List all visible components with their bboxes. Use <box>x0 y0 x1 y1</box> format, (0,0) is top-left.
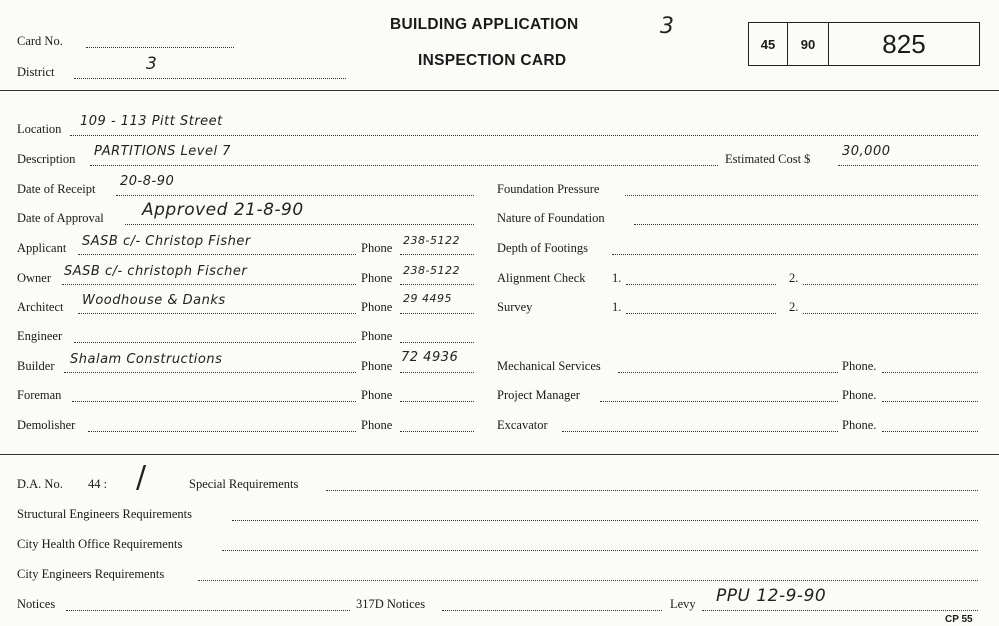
levy-label: Levy <box>670 597 696 611</box>
city-engineers-label: City Engineers Requirements <box>17 567 165 581</box>
depth-of-footings-field[interactable] <box>612 254 978 255</box>
city-health-label: City Health Office Requirements <box>17 537 183 551</box>
code-cell-2: 90 <box>788 23 829 65</box>
engineer-label: Engineer <box>17 329 63 343</box>
engineer-phone-label: Phone <box>361 329 393 343</box>
applicant-phone-value: 238-5122 <box>403 234 460 247</box>
da-mark: / <box>136 460 147 495</box>
special-requirements-label: Special Requirements <box>189 477 299 491</box>
notices-317d-field[interactable] <box>442 610 662 611</box>
foreman-phone-label: Phone <box>361 388 393 402</box>
receipt-field[interactable] <box>116 195 474 196</box>
engineer-phone-field[interactable] <box>400 342 474 343</box>
architect-field[interactable] <box>78 313 356 314</box>
project-manager-phone-field[interactable] <box>882 401 978 402</box>
alignment-check-num-1: 1. <box>612 271 622 285</box>
demolisher-field[interactable] <box>88 431 356 432</box>
builder-phone-field[interactable] <box>400 372 474 373</box>
notices-317d-label: 317D Notices <box>356 597 426 611</box>
code-number: 825 <box>882 28 926 59</box>
notices-label: Notices <box>17 597 56 611</box>
owner-phone-label: Phone <box>361 271 393 285</box>
foreman-label: Foreman <box>17 388 62 402</box>
mechanical-services-label: Mechanical Services <box>497 359 601 373</box>
title-line-2: INSPECTION CARD <box>418 52 567 69</box>
owner-value: SASB c/- christoph Fischer <box>64 264 248 279</box>
survey-field-1[interactable] <box>626 313 776 314</box>
section-divider <box>0 454 999 455</box>
notices-field[interactable] <box>66 610 350 611</box>
estimated-cost-field[interactable] <box>838 165 978 166</box>
form-code: CP 55 <box>945 614 973 625</box>
survey-num-1: 1. <box>612 300 622 314</box>
city-health-field[interactable] <box>222 550 978 551</box>
foreman-field[interactable] <box>72 401 356 402</box>
builder-phone-value: 72 4936 <box>401 350 459 365</box>
builder-label: Builder <box>17 359 55 373</box>
location-label: Location <box>17 122 62 136</box>
receipt-value: 20-8-90 <box>120 174 175 189</box>
card-no-field[interactable] <box>86 47 234 48</box>
foreman-phone-field[interactable] <box>400 401 474 402</box>
structural-engineers-label: Structural Engineers Requirements <box>17 507 192 521</box>
architect-value: Woodhouse & Danks <box>82 293 226 308</box>
description-label: Description <box>17 152 76 166</box>
foundation-pressure-label: Foundation Pressure <box>497 182 600 196</box>
da-number: 44 : <box>88 477 108 491</box>
description-field[interactable] <box>90 165 718 166</box>
district-value: 3 <box>146 54 158 74</box>
architect-label: Architect <box>17 300 64 314</box>
demolisher-phone-field[interactable] <box>400 431 474 432</box>
applicant-phone-field[interactable] <box>400 254 474 255</box>
applicant-phone-label: Phone <box>361 241 393 255</box>
location-value: 109 - 113 Pitt Street <box>80 114 223 129</box>
project-manager-phone-label: Phone. <box>842 388 877 402</box>
special-requirements-field[interactable] <box>326 490 978 491</box>
engineer-field[interactable] <box>74 342 356 343</box>
card-no-label: Card No. <box>17 34 63 48</box>
approval-label: Date of Approval <box>17 211 104 225</box>
district-label: District <box>17 65 55 79</box>
description-value: PARTITIONS Level 7 <box>94 144 231 159</box>
architect-phone-label: Phone <box>361 300 393 314</box>
demolisher-phone-label: Phone <box>361 418 393 432</box>
mechanical-services-field[interactable] <box>618 372 838 373</box>
builder-phone-label: Phone <box>361 359 393 373</box>
owner-phone-field[interactable] <box>400 284 474 285</box>
excavator-label: Excavator <box>497 418 548 432</box>
depth-of-footings-label: Depth of Footings <box>497 241 588 255</box>
alignment-check-field-1[interactable] <box>626 284 776 285</box>
receipt-label: Date of Receipt <box>17 182 96 196</box>
city-engineers-field[interactable] <box>198 580 978 581</box>
applicant-value: SASB c/- Christop Fisher <box>82 234 251 249</box>
architect-phone-field[interactable] <box>400 313 474 314</box>
survey-field-2[interactable] <box>803 313 978 314</box>
district-field[interactable] <box>74 78 346 79</box>
alignment-check-field-2[interactable] <box>803 284 978 285</box>
title-line-1: BUILDING APPLICATION <box>390 16 579 33</box>
excavator-field[interactable] <box>562 431 838 432</box>
foundation-pressure-field[interactable] <box>625 195 978 196</box>
survey-num-2: 2. <box>789 300 799 314</box>
alignment-check-label: Alignment Check <box>497 271 586 285</box>
levy-value: PPU 12-9-90 <box>716 586 827 606</box>
owner-label: Owner <box>17 271 52 285</box>
nature-of-foundation-field[interactable] <box>634 224 978 225</box>
owner-phone-value: 238-5122 <box>403 264 460 277</box>
applicant-label: Applicant <box>17 241 67 255</box>
header-divider <box>0 90 999 91</box>
da-no-label: D.A. No. <box>17 477 63 491</box>
project-manager-label: Project Manager <box>497 388 580 402</box>
excavator-phone-field[interactable] <box>882 431 978 432</box>
demolisher-label: Demolisher <box>17 418 76 432</box>
estimated-cost-value: 30,000 <box>842 144 891 159</box>
builder-field[interactable] <box>64 372 356 373</box>
structural-engineers-field[interactable] <box>232 520 978 521</box>
title-mark: 3 <box>660 14 675 39</box>
approval-value: Approved 21-8-90 <box>142 200 304 220</box>
nature-of-foundation-label: Nature of Foundation <box>497 211 605 225</box>
levy-field[interactable] <box>702 610 978 611</box>
mechanical-services-phone-field[interactable] <box>882 372 978 373</box>
project-manager-field[interactable] <box>600 401 838 402</box>
estimated-cost-label: Estimated Cost $ <box>725 152 811 166</box>
excavator-phone-label: Phone. <box>842 418 877 432</box>
builder-value: Shalam Constructions <box>70 352 223 367</box>
owner-field[interactable] <box>62 284 356 285</box>
survey-label: Survey <box>497 300 533 314</box>
code-box <box>748 22 980 66</box>
mechanical-services-phone-label: Phone. <box>842 359 877 373</box>
architect-phone-value: 29 4495 <box>403 292 452 305</box>
code-cell-1: 45 <box>749 23 788 65</box>
applicant-field[interactable] <box>78 254 356 255</box>
alignment-check-num-2: 2. <box>789 271 799 285</box>
approval-field[interactable] <box>125 224 474 225</box>
location-field[interactable] <box>70 135 978 136</box>
